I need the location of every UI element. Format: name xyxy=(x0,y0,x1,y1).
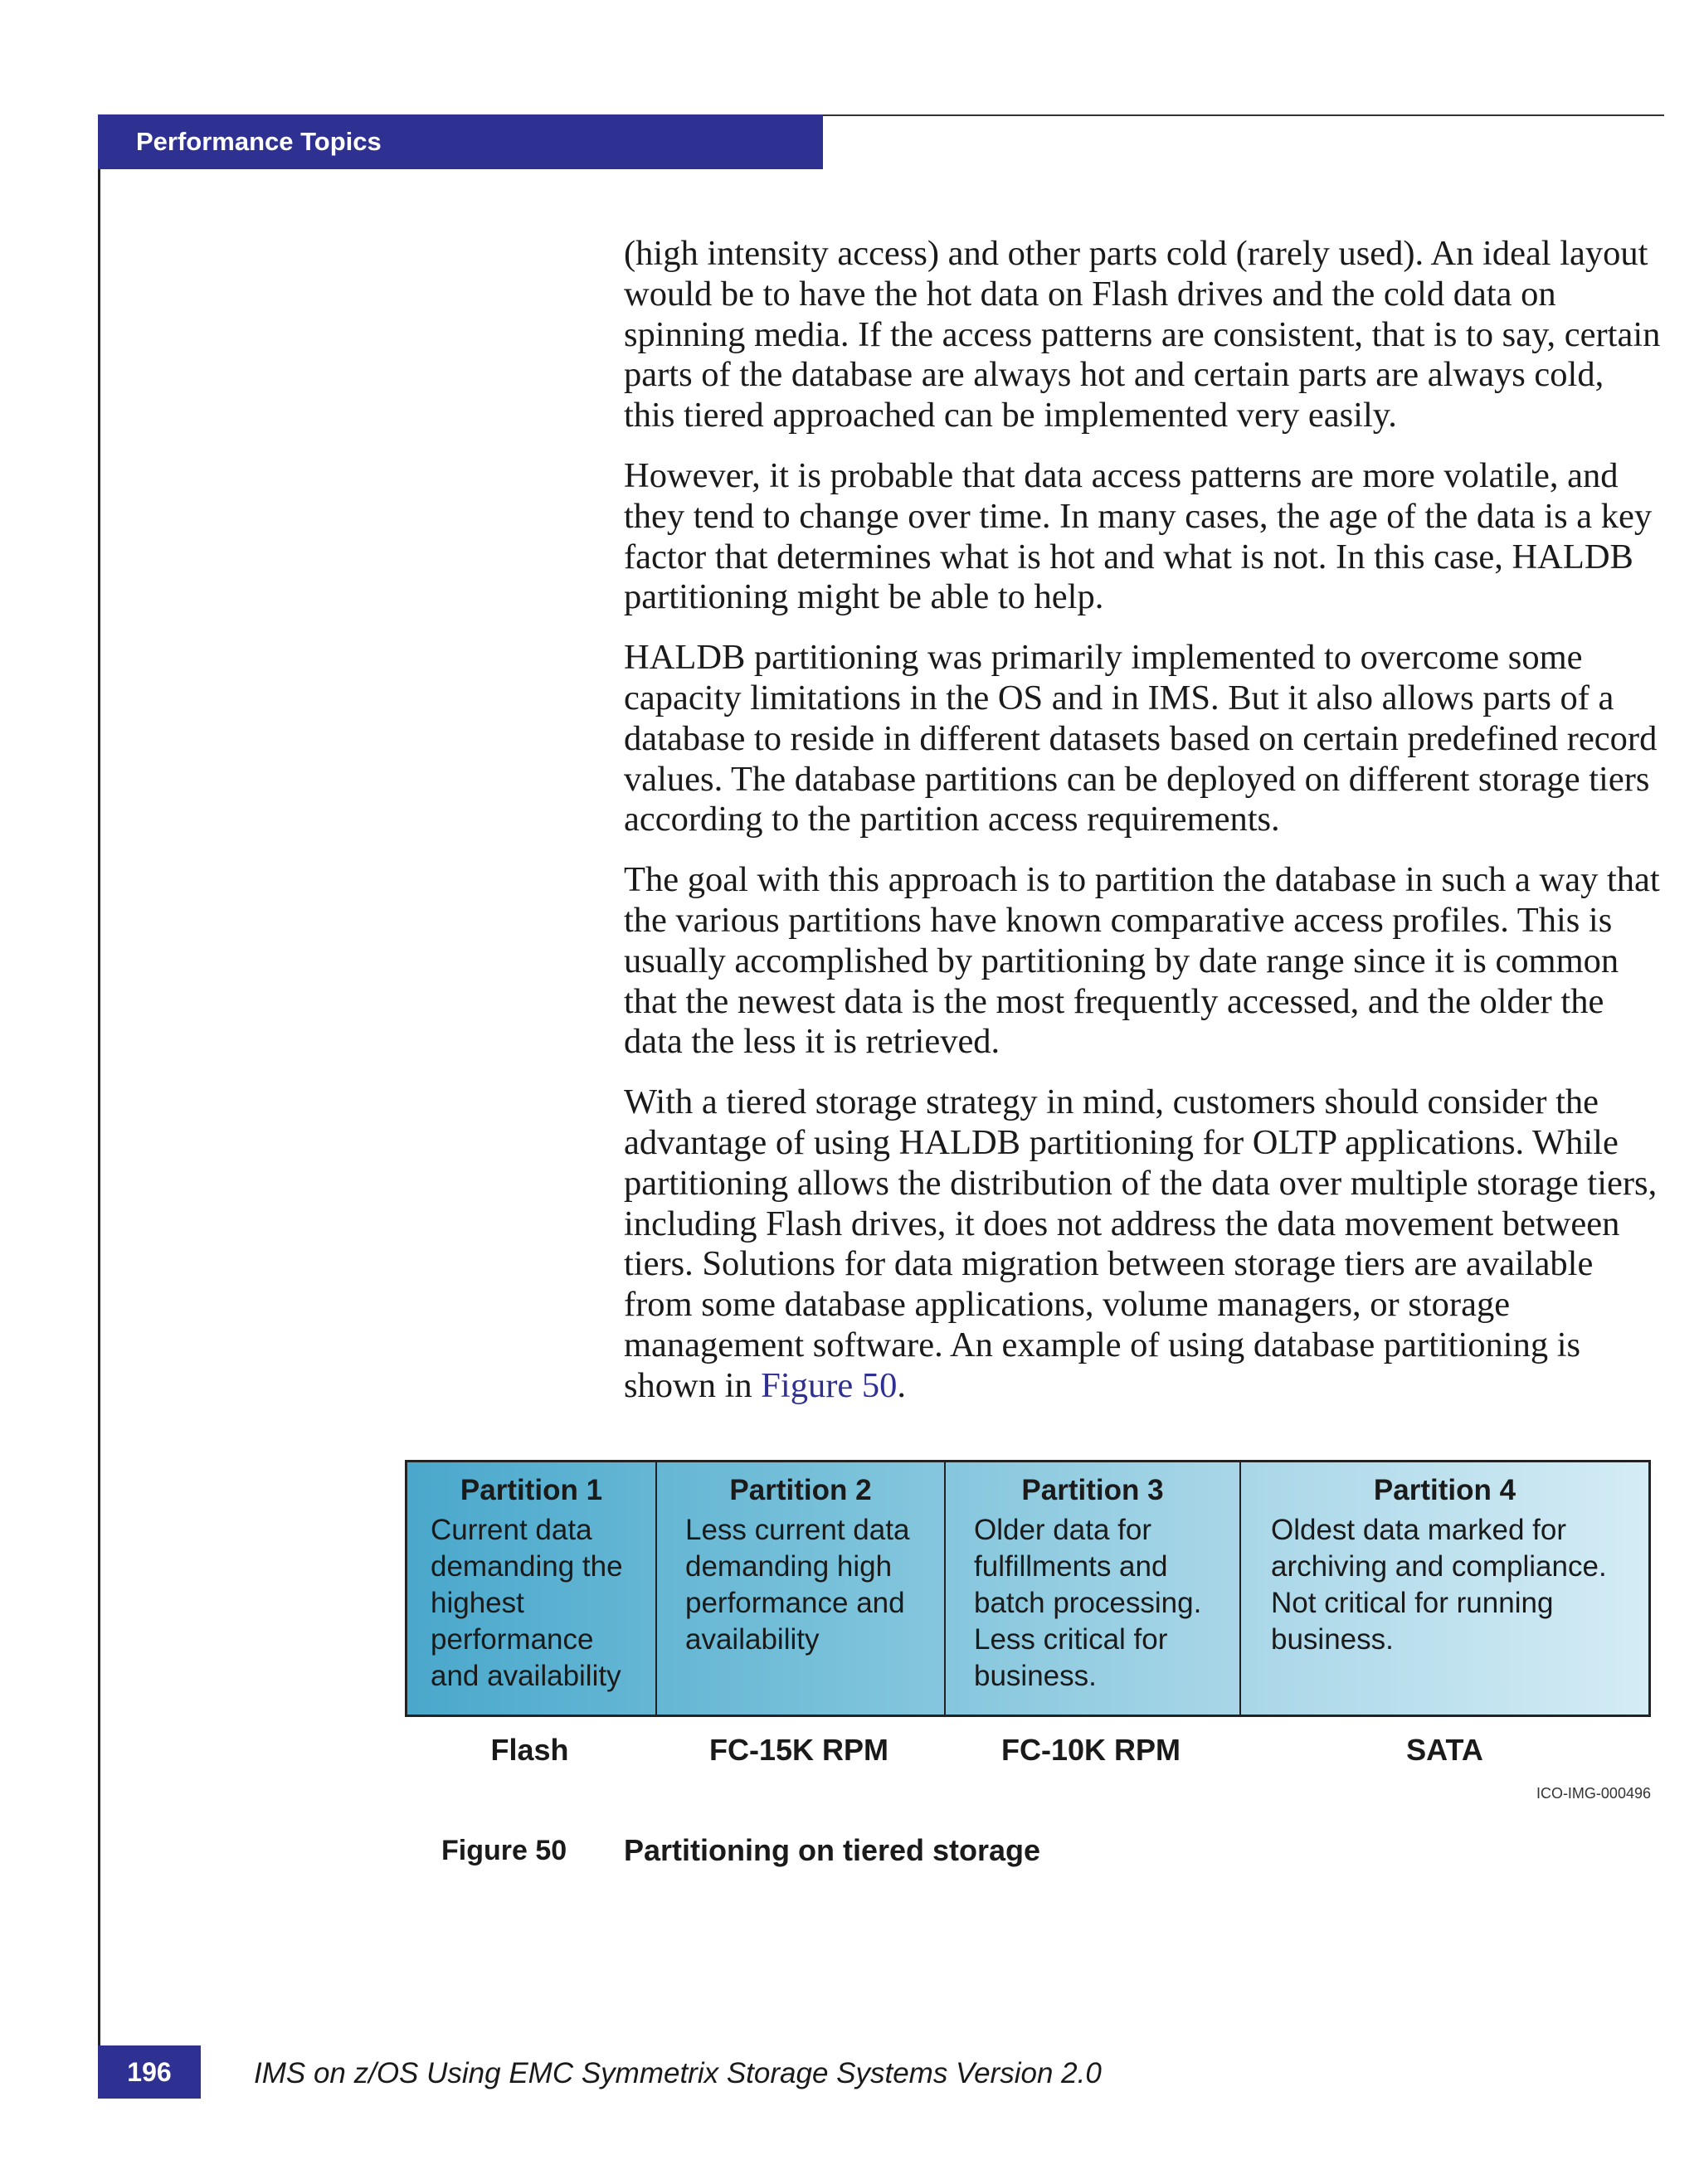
paragraph: The goal with this approach is to partition the database in such a way that the various partitions have known comparative access profiles. This is usually accomplished by partitioning by date range since it is common that the newest data is the most frequently accessed, and the older the data the less it is retrieved. xyxy=(624,860,1660,1062)
storage-tier-label: SATA xyxy=(1406,1733,1483,1767)
section-title: Performance Topics xyxy=(136,127,382,156)
storage-tier-label: Flash xyxy=(490,1733,569,1767)
paragraph: (high intensity access) and other parts cold (rarely used). An ideal layout would be to have the hot data on Flash drives and the cold data on spinning media. If the access patterns are consistent, that is to say, certain parts of the database are always hot and certain parts are always cold, this tiered approached can be implemented very easily. xyxy=(624,234,1661,435)
paragraph-end: . xyxy=(897,1365,907,1405)
left-margin-rule xyxy=(98,169,100,2099)
partition-title: Partition 1 xyxy=(460,1474,603,1506)
paragraph-text: With a tiered storage strategy in mind, customers should consider the advantage of using HALDB partitioning for OLTP applications. While partitioning allows the distribution of the data over multiple storage tiers, including Flash drives, it does not address the data movement between tiers. Solutions for data migration between storage tiers are available from some database applications, volume managers, or storage management software. An example of using database partitioning is shown in xyxy=(624,1082,1658,1405)
document-title: IMS on z/OS Using EMC Symmetrix Storage Systems Version 2.0 xyxy=(254,2057,1102,2089)
partition-cell xyxy=(1241,1462,1648,1715)
partition-cell xyxy=(946,1462,1241,1715)
paragraph: HALDB partitioning was primarily implemented to overcome some capacity limitations in the OS and in IMS. But it also allows parts of a database to reside in different datasets based on certain predefined record values. The database partitions can be deployed on different storage tiers according to the partition access requirements. xyxy=(624,638,1658,839)
paragraph xyxy=(624,1082,1661,1406)
paragraph: However, it is probable that data access patterns are more volatile, and they tend to change over time. In many cases, the age of the data is a key factor that determines what is hot and what is not. In this case, HALDB partitioning might be able to help. xyxy=(624,455,1653,617)
partition-cell xyxy=(407,1462,657,1715)
partition-title: Partition 2 xyxy=(729,1474,872,1506)
header-rule xyxy=(823,114,1664,116)
partition-description: Older data for fulfillments and batch processing. Less critical for business. xyxy=(974,1514,1202,1692)
partition-title: Partition 4 xyxy=(1373,1474,1516,1506)
figure-50-link[interactable]: Figure 50 xyxy=(761,1365,898,1405)
partition-title: Partition 3 xyxy=(1021,1474,1164,1506)
partition-description: Current data demanding the highest performance and availability xyxy=(431,1514,623,1692)
storage-tier-label: FC-10K RPM xyxy=(1000,1733,1181,1767)
partition-description: Oldest data marked for archiving and compliance. Not critical for running business. xyxy=(1271,1514,1607,1656)
partition-description: Less current data demanding high performance and availability xyxy=(685,1514,910,1656)
figure-number: Figure 50 xyxy=(441,1835,567,1866)
storage-tier-label: FC-15K RPM xyxy=(708,1733,889,1767)
image-id: ICO-IMG-000496 xyxy=(1536,1785,1651,1802)
page-number: 196 xyxy=(127,2057,172,2087)
figure-caption: Partitioning on tiered storage xyxy=(624,1833,1041,1867)
body-text xyxy=(624,234,1661,1427)
partition-cell xyxy=(657,1462,946,1715)
partition-diagram xyxy=(405,1460,1651,1717)
